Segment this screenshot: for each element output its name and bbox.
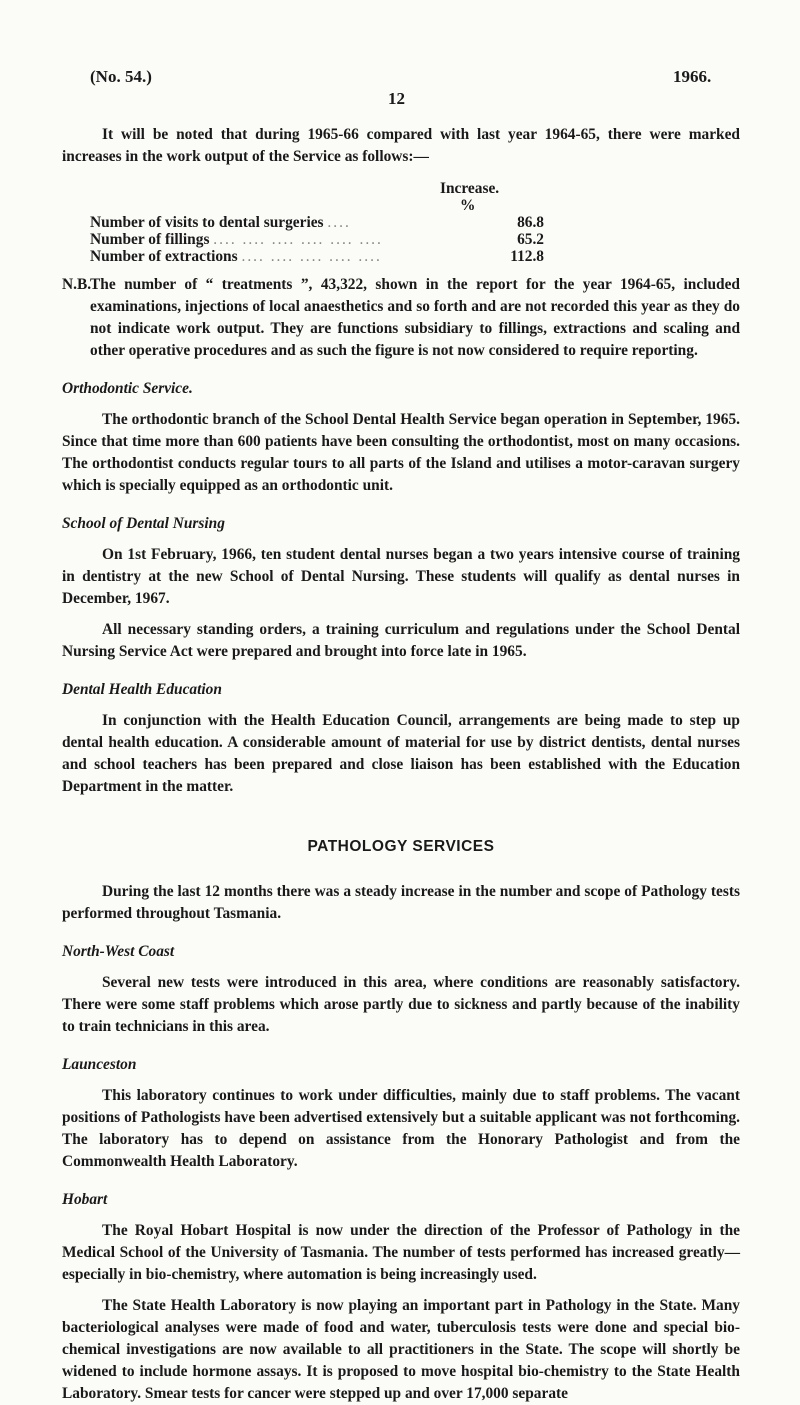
row-value: 112.8 <box>510 248 544 265</box>
row-label: Number of fillings <box>90 231 210 248</box>
nursing-paragraph-1: On 1st February, 1966, ten student dental nurses began a two years intensive course of training in dentistry at the new School of Dental Nursing. These students will qualify as dental nurses in December, 1967. <box>62 546 740 607</box>
row-label: Number of visits to dental surgeries <box>90 214 324 231</box>
heading-dental-education: Dental Health Education <box>62 681 222 698</box>
increase-heading: Increase. <box>440 180 500 197</box>
nursing-paragraph-2: All necessary standing orders, a training curriculum and regulations under the School Dental Nursing Service Act were prepared and brought into force late in 1965. <box>62 621 740 660</box>
row-value: 65.2 <box>517 231 544 248</box>
document-year: 1966. <box>673 67 712 86</box>
intro-paragraph: It will be noted that during 1965-66 compared with last year 1964-65, there were marked increases in the work output of the Service as follows:— <box>62 126 740 165</box>
increase-unit: % <box>460 197 476 214</box>
table-row <box>90 248 544 265</box>
dot-leader: .... .... .... .... .... .... <box>213 231 383 248</box>
document-number: (No. 54.) <box>90 67 152 86</box>
nb-note <box>62 274 740 362</box>
dot-leader: .... .... .... .... .... <box>241 248 382 265</box>
heading-north-west-coast: North-West Coast <box>62 943 175 960</box>
hobart-paragraph-2: The State Health Laboratory is now playing an important part in Pathology in the State. Many bacteriological analyses were made of food and water, tuberculosis tests were done and special bio-chemical investigations are now available to all practitioners in the State. The scope will shortly be widened to include hormone assays. It is proposed to move hospital bio-chemistry to the State Health Laboratory. Smear tests for cancer were stepped up and over 17,000 separate <box>62 1297 740 1402</box>
dot-leader: .... <box>327 214 351 231</box>
increase-table <box>90 214 544 265</box>
pathology-intro: During the last 12 months there was a steady increase in the number and scope of Pathology tests performed throughout Tasmania. <box>62 883 740 922</box>
heading-orthodontic: Orthodontic Service. <box>62 380 193 397</box>
education-paragraph: In conjunction with the Health Education Council, arrangements are being made to step up dental health education. A considerable amount of material for use by district dentists, dental nurses and school teachers has been prepared and close liaison has been established with the Education Department in the matter. <box>62 712 740 795</box>
north-west-paragraph: Several new tests were introduced in this area, where conditions are reasonably satisfactory. There were some staff problems which arose partly due to sickness and partly because of the inability to train technicians in this area. <box>62 974 740 1035</box>
heading-dental-nursing: School of Dental Nursing <box>62 515 225 532</box>
table-row <box>90 231 544 248</box>
nb-label: N.B. <box>62 276 92 293</box>
nb-text: The number of “ treatments ”, 43,322, shown in the report for the year 1964-65, included examinations, injections of local anaesthetics and so forth and are not recorded this year as they do not indicate work output. They are functions subsidiary to fillings, extractions and scaling and other operative procedures and as such the figure is not now considered to require reporting. <box>90 276 740 359</box>
heading-hobart: Hobart <box>62 1191 108 1208</box>
section-title-pathology: PATHOLOGY SERVICES <box>307 838 495 855</box>
table-row <box>90 214 544 231</box>
hobart-paragraph-1: The Royal Hobart Hospital is now under the direction of the Professor of Pathology in the Medical School of the University of Tasmania. The number of tests performed has increased greatly—especially in bio-chemistry, where automation is being increasingly used. <box>62 1222 740 1283</box>
row-value: 86.8 <box>517 214 544 231</box>
row-label: Number of extractions <box>90 248 238 265</box>
orthodontic-paragraph: The orthodontic branch of the School Dental Health Service began operation in September, 1965. Since that time more than 600 patients have been consulting the orthodontist, most on many occasions. The orthodontist conducts regular tours to all parts of the Island and utilises a motor-caravan surgery which is specially equipped as an orthodontic unit. <box>62 411 740 494</box>
launceston-paragraph: This laboratory continues to work under difficulties, mainly due to staff problems. The vacant positions of Pathologists have been advertised extensively but a suitable applicant was not forthcoming. The laboratory has to depend on assistance from the Honorary Pathologist and from the Commonwealth Health Laboratory. <box>62 1087 740 1170</box>
page-number: 12 <box>388 89 405 108</box>
page-body <box>62 124 740 1405</box>
heading-launceston: Launceston <box>62 1056 137 1073</box>
